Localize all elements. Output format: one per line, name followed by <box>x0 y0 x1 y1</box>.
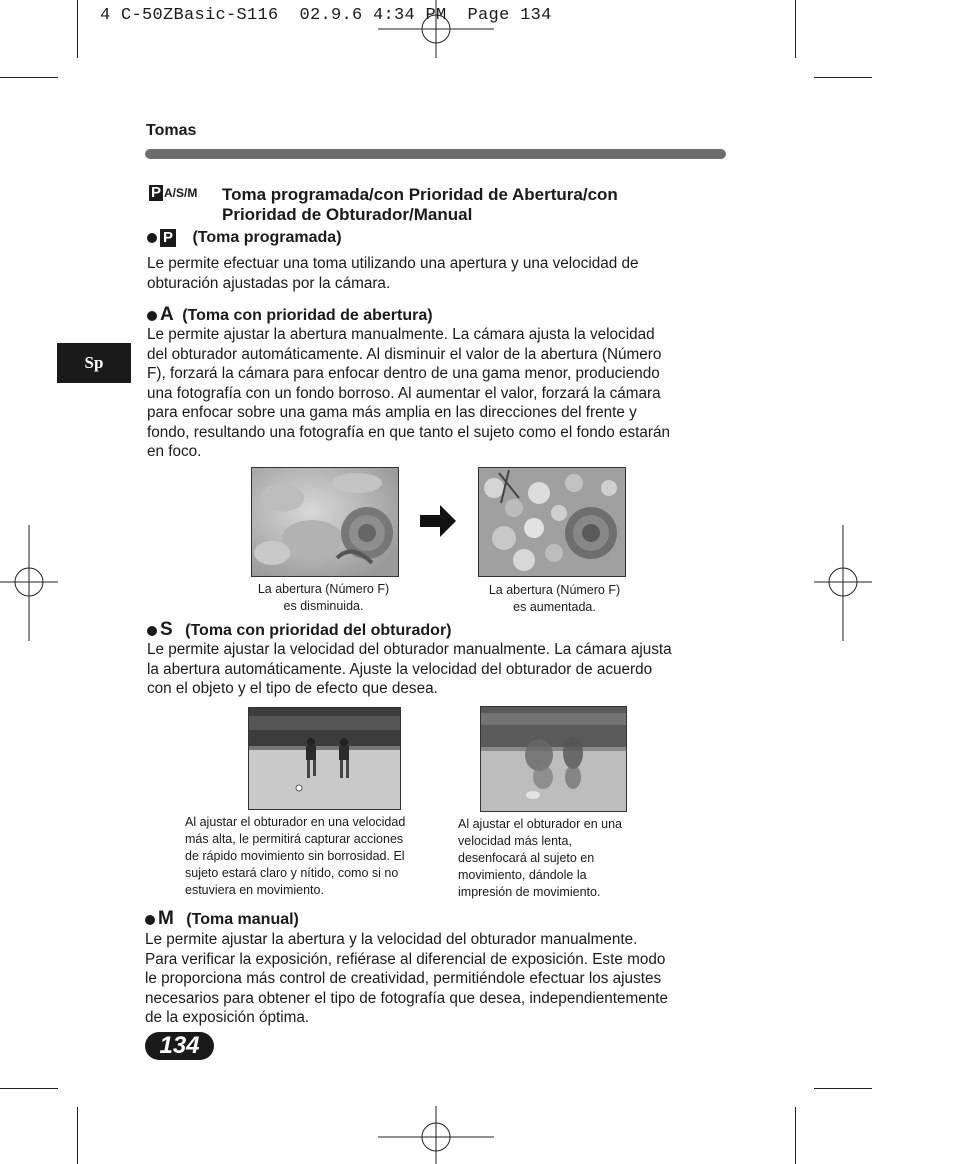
bullet-icon <box>145 915 155 925</box>
caption-line: Al ajustar el obturador en una <box>458 817 622 831</box>
text-line: la abertura automáticamente. Ajuste la velocidad del obturador de acuerdo <box>147 660 653 678</box>
m-mode-icon: M <box>158 908 174 929</box>
language-tab <box>57 343 131 383</box>
aperture-description <box>147 325 737 462</box>
text-line: de la exposición óptima. <box>145 1009 310 1026</box>
page-number-text: 134 <box>159 1032 200 1059</box>
text-line: del obturador automáticamente. Al disminuir el valor de la abertura (Número <box>147 345 662 363</box>
crop-mark <box>814 1088 872 1089</box>
caption-fast-shutter <box>185 814 455 899</box>
shutter-heading-text: (Toma con prioridad del obturador) <box>185 622 452 639</box>
program-description <box>147 254 737 293</box>
text-line: una fotografía con un fondo borroso. Al aumentar el valor, forzará la cámara <box>147 384 661 402</box>
section-divider-bar <box>145 149 726 159</box>
text-line: para enfocar sobre una gama más amplia en las direcciones del frente y <box>147 404 637 421</box>
caption-line: desenfocará al sujeto en <box>458 851 595 865</box>
bullet-icon <box>147 233 157 243</box>
text-line: F), forzará la cámara para enfocar dentro de una gama menor, produciendo <box>147 365 660 382</box>
text-line: Le permite efectuar una toma utilizando una apertura y una velocidad de <box>147 255 639 272</box>
registration-mark-icon <box>814 525 874 641</box>
caption-line: es disminuida. <box>283 599 364 613</box>
manual-heading <box>145 908 299 930</box>
program-heading-text: (Toma programada) <box>192 229 342 247</box>
text-line: necesarios para obtener el tipo de fotografía que desea, independientemente <box>145 989 669 1007</box>
text-line: en foco. <box>147 443 202 460</box>
crop-mark <box>795 0 796 58</box>
caption-line: de rápido movimiento sin borrosidad. El <box>185 849 405 863</box>
asm-mode-icon: A/S/M <box>164 185 198 200</box>
shutter-description <box>147 640 737 699</box>
caption-large-aperture <box>467 582 642 616</box>
crop-mark <box>0 77 58 78</box>
text-line: con el objeto y el tipo de efecto que desea. <box>147 680 438 697</box>
flower-photo-large-aperture <box>478 467 626 577</box>
manual-description <box>145 930 740 1028</box>
manual-heading-text: (Toma manual) <box>186 911 299 928</box>
caption-line: Al ajustar el obturador en una velocidad <box>185 815 406 829</box>
p-mode-icon: P <box>151 183 162 201</box>
text-line: le proporciona más control de creatividad, permitiéndole efectuar los ajustes <box>145 970 662 987</box>
text-line: fondo, resultando una fotografía en que tanto el sujeto como el fondo estarán <box>147 423 671 441</box>
caption-line: La abertura (Número F) <box>488 583 621 597</box>
soccer-photo-fast-shutter <box>248 707 401 810</box>
page-number <box>145 1032 214 1060</box>
crop-mark <box>814 77 872 78</box>
text-line: obturación ajustadas por la cámara. <box>147 274 391 292</box>
caption-line: movimiento, dándole la <box>458 868 587 882</box>
crop-mark <box>795 1107 796 1164</box>
a-mode-icon: A <box>160 304 174 325</box>
caption-line: estuviera en movimiento. <box>185 883 324 897</box>
aperture-heading-text: (Toma con prioridad de abertura) <box>182 307 433 324</box>
page-title <box>222 185 722 225</box>
mode-icon-pasm <box>149 184 209 204</box>
arrow-right-icon <box>420 505 458 537</box>
program-heading <box>147 229 342 247</box>
caption-line: velocidad más lenta, <box>458 834 572 848</box>
registration-mark-icon <box>0 525 60 641</box>
caption-line: La abertura (Número F) <box>257 582 390 596</box>
flower-photo-small-aperture <box>251 467 399 577</box>
p-mode-icon: P <box>160 229 176 247</box>
text-line: Le permite ajustar la abertura manualmente. La cámara ajusta la velocidad <box>147 326 655 343</box>
page-title-line: Prioridad de Obturador/Manual <box>222 205 473 224</box>
caption-small-aperture <box>236 581 411 615</box>
text-line: Le permite ajustar la abertura y la velocidad del obturador manualmente. <box>145 931 638 948</box>
soccer-photo-slow-shutter <box>480 706 627 812</box>
section-label: Tomas <box>146 122 197 139</box>
caption-slow-shutter <box>458 816 678 901</box>
bullet-icon <box>147 626 157 636</box>
crop-mark <box>77 0 78 58</box>
shutter-heading <box>147 619 452 641</box>
caption-line: sujeto estará claro y nítido, como si no <box>185 866 399 880</box>
print-slug: 4 C-50ZBasic-S116 02.9.6 4:34 PM Page 134 <box>100 6 552 25</box>
crop-mark <box>77 1107 78 1164</box>
caption-line: impresión de movimiento. <box>458 885 601 899</box>
bullet-icon <box>147 311 157 321</box>
crop-mark <box>0 1088 58 1089</box>
s-mode-icon: S <box>160 619 173 640</box>
registration-mark-icon <box>378 1106 494 1164</box>
text-line: Le permite ajustar la velocidad del obturador manualmente. La cámara ajusta <box>147 641 672 658</box>
text-line: Para verificar la exposición, refiérase al diferencial de exposición. Este modo <box>145 950 666 968</box>
caption-line: es aumentada. <box>513 600 596 614</box>
page-title-line: Toma programada/con Prioridad de Abertura/con <box>222 185 618 204</box>
language-tab-label: Sp <box>84 353 104 372</box>
caption-line: más alta, le permitirá capturar acciones <box>185 832 404 846</box>
aperture-heading <box>147 304 433 326</box>
